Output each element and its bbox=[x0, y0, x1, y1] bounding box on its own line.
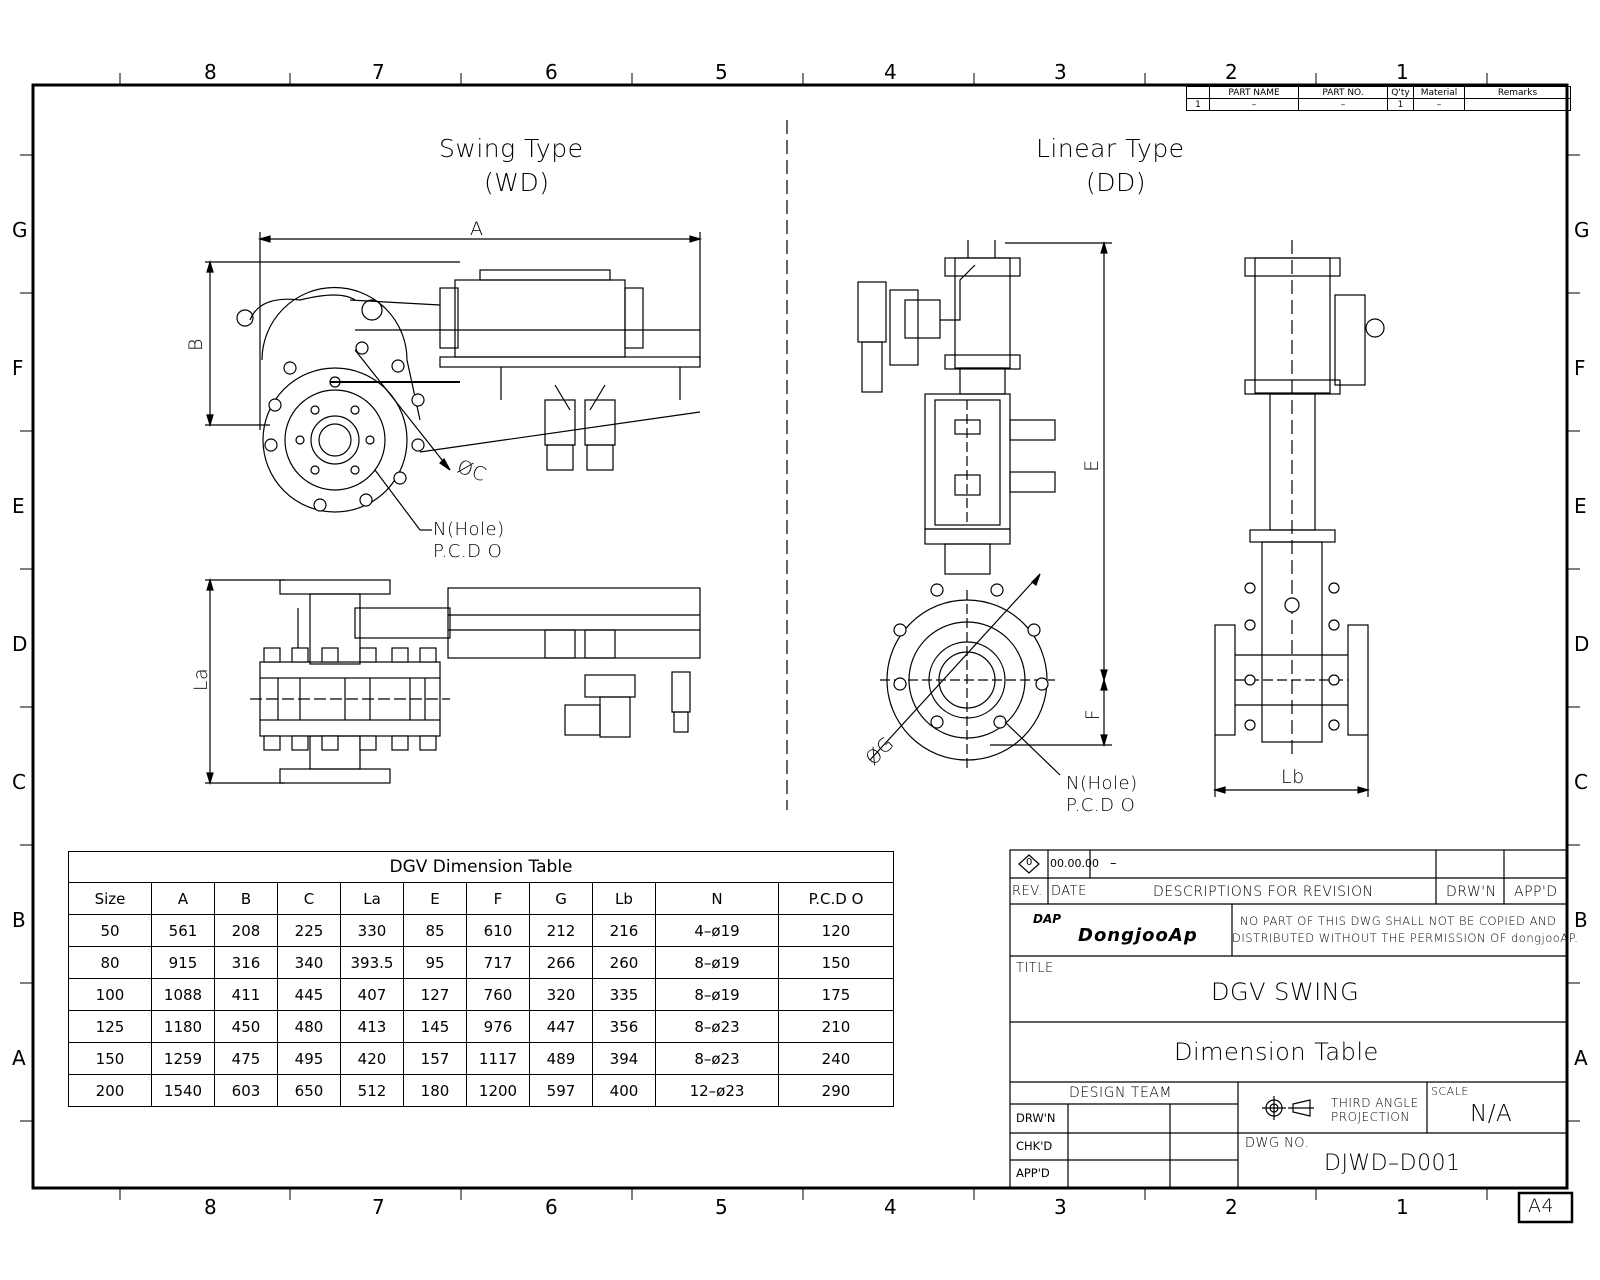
zone-col-top: 8 bbox=[204, 60, 217, 84]
zone-row-right: A bbox=[1574, 1046, 1588, 1070]
table-row bbox=[69, 1075, 894, 1107]
table-cell: 150 bbox=[779, 947, 894, 979]
column-header: La bbox=[341, 883, 404, 915]
zone-row-right: F bbox=[1574, 356, 1586, 380]
table-cell: 157 bbox=[404, 1043, 467, 1075]
parts-cell: – bbox=[1210, 99, 1299, 111]
table-cell: 212 bbox=[530, 915, 593, 947]
table-cell: 717 bbox=[467, 947, 530, 979]
table-cell: 413 bbox=[341, 1011, 404, 1043]
table-cell: 8–ø19 bbox=[656, 979, 779, 1011]
table-cell: 603 bbox=[215, 1075, 278, 1107]
swing-type-subtitle: (WD) bbox=[484, 168, 550, 197]
zone-col-top: 7 bbox=[372, 60, 385, 84]
table-cell: 340 bbox=[278, 947, 341, 979]
checked-label: CHK'D bbox=[1016, 1139, 1053, 1153]
dimension-table-title: DGV Dimension Table bbox=[68, 851, 894, 882]
table-cell: 12–ø23 bbox=[656, 1075, 779, 1107]
zone-row-left: B bbox=[12, 908, 26, 932]
column-header: Lb bbox=[593, 883, 656, 915]
zone-row-right: B bbox=[1574, 908, 1588, 932]
drawing-subtitle: Dimension Table bbox=[1174, 1038, 1379, 1066]
table-row bbox=[69, 947, 894, 979]
zone-col-bottom: 4 bbox=[884, 1195, 897, 1219]
swing-type-title: Swing Type bbox=[439, 134, 584, 163]
table-cell: 597 bbox=[530, 1075, 593, 1107]
dimension-table-header bbox=[69, 883, 894, 915]
dim-label-g: ØG bbox=[861, 732, 899, 770]
linear-type-subtitle: (DD) bbox=[1086, 168, 1147, 197]
dimension-table bbox=[68, 851, 894, 1107]
swing-n-hole-label: N(Hole) bbox=[433, 519, 505, 540]
approved-header: APP'D bbox=[1514, 884, 1558, 900]
table-cell: 320 bbox=[530, 979, 593, 1011]
parts-header-row bbox=[1187, 87, 1571, 99]
table-cell: 1117 bbox=[467, 1043, 530, 1075]
table-cell: 447 bbox=[530, 1011, 593, 1043]
zone-row-left: F bbox=[12, 356, 24, 380]
table-cell: 1088 bbox=[152, 979, 215, 1011]
table-cell: 4–ø19 bbox=[656, 915, 779, 947]
table-cell: 175 bbox=[779, 979, 894, 1011]
table-cell: 290 bbox=[779, 1075, 894, 1107]
table-cell: 450 bbox=[215, 1011, 278, 1043]
table-cell: 915 bbox=[152, 947, 215, 979]
design-team-label: DESIGN TEAM bbox=[1069, 1085, 1172, 1101]
parts-header-cell bbox=[1187, 87, 1210, 99]
table-cell: 216 bbox=[593, 915, 656, 947]
drawn-label: DRW'N bbox=[1016, 1111, 1056, 1125]
table-cell: 335 bbox=[593, 979, 656, 1011]
zone-col-top: 6 bbox=[545, 60, 558, 84]
zone-col-bottom: 5 bbox=[715, 1195, 728, 1219]
column-header: Size bbox=[69, 883, 152, 915]
table-cell: 1200 bbox=[467, 1075, 530, 1107]
parts-header-cell: Material bbox=[1414, 87, 1465, 99]
column-header: B bbox=[215, 883, 278, 915]
table-cell: 1180 bbox=[152, 1011, 215, 1043]
drawing-title: DGV SWING bbox=[1211, 978, 1360, 1006]
dim-label-e: E bbox=[1080, 459, 1103, 472]
swing-side-view bbox=[205, 580, 700, 783]
table-cell: 50 bbox=[69, 915, 152, 947]
table-cell: 120 bbox=[779, 915, 894, 947]
drawing-number: DJWD–D001 bbox=[1324, 1151, 1461, 1176]
column-header: P.C.D O bbox=[779, 883, 894, 915]
table-cell: 330 bbox=[341, 915, 404, 947]
scale-label: SCALE bbox=[1431, 1085, 1469, 1098]
table-row bbox=[69, 915, 894, 947]
dim-label-la: La bbox=[190, 667, 213, 692]
column-header: C bbox=[278, 883, 341, 915]
column-header: G bbox=[530, 883, 593, 915]
table-cell: 1540 bbox=[152, 1075, 215, 1107]
table-cell: 8–ø23 bbox=[656, 1043, 779, 1075]
dim-label-b: B bbox=[184, 338, 207, 351]
column-header: A bbox=[152, 883, 215, 915]
company-logo-mark-text: DAP bbox=[1033, 912, 1062, 926]
table-cell: 394 bbox=[593, 1043, 656, 1075]
zone-col-top: 1 bbox=[1396, 60, 1409, 84]
table-cell: 266 bbox=[530, 947, 593, 979]
date-header: DATE bbox=[1051, 884, 1087, 899]
table-cell: 561 bbox=[152, 915, 215, 947]
parts-header-cell: PART NAME bbox=[1210, 87, 1299, 99]
parts-cell bbox=[1465, 99, 1571, 111]
copyright-notice-line2: DISTRIBUTED WITHOUT THE PERMISSION OF dongjooAP. bbox=[1232, 931, 1579, 945]
table-cell: 475 bbox=[215, 1043, 278, 1075]
table-cell: 420 bbox=[341, 1043, 404, 1075]
linear-n-hole-label: N(Hole) bbox=[1066, 773, 1138, 794]
table-cell: 411 bbox=[215, 979, 278, 1011]
table-cell: 225 bbox=[278, 915, 341, 947]
descriptions-header: DESCRIPTIONS FOR REVISION bbox=[1153, 884, 1374, 900]
table-cell: 650 bbox=[278, 1075, 341, 1107]
zone-row-left: E bbox=[12, 494, 25, 518]
table-row bbox=[69, 1011, 894, 1043]
parts-cell: 1 bbox=[1187, 99, 1210, 111]
table-cell: 356 bbox=[593, 1011, 656, 1043]
zone-col-top: 4 bbox=[884, 60, 897, 84]
parts-cell: – bbox=[1299, 99, 1388, 111]
zone-col-top: 5 bbox=[715, 60, 728, 84]
revision-date: 00.00.00 bbox=[1050, 857, 1099, 870]
swing-top-view bbox=[205, 232, 700, 530]
parts-cell: – bbox=[1414, 99, 1465, 111]
table-cell: 489 bbox=[530, 1043, 593, 1075]
table-cell: 208 bbox=[215, 915, 278, 947]
table-cell: 145 bbox=[404, 1011, 467, 1043]
dim-label-a: A bbox=[470, 218, 484, 240]
table-cell: 80 bbox=[69, 947, 152, 979]
sheet-size: A4 bbox=[1528, 1195, 1555, 1217]
approved-label: APP'D bbox=[1016, 1166, 1050, 1180]
parts-cell: 1 bbox=[1388, 99, 1414, 111]
table-cell: 180 bbox=[404, 1075, 467, 1107]
table-cell: 200 bbox=[69, 1075, 152, 1107]
parts-list-table bbox=[1186, 86, 1571, 111]
zone-col-bottom: 8 bbox=[204, 1195, 217, 1219]
table-cell: 127 bbox=[404, 979, 467, 1011]
table-cell: 760 bbox=[467, 979, 530, 1011]
table-cell: 480 bbox=[278, 1011, 341, 1043]
zone-row-left: A bbox=[12, 1046, 26, 1070]
projection-line2: PROJECTION bbox=[1331, 1110, 1410, 1124]
table-cell: 316 bbox=[215, 947, 278, 979]
swing-pcd-label: P.C.D O bbox=[433, 541, 503, 562]
revision-symbol: 0 bbox=[1026, 857, 1033, 868]
zone-row-right: D bbox=[1574, 632, 1590, 656]
zone-row-right: C bbox=[1574, 770, 1588, 794]
zone-col-bottom: 1 bbox=[1396, 1195, 1409, 1219]
zone-col-bottom: 7 bbox=[372, 1195, 385, 1219]
column-header: E bbox=[404, 883, 467, 915]
table-cell: 495 bbox=[278, 1043, 341, 1075]
table-cell: 610 bbox=[467, 915, 530, 947]
table-cell: 976 bbox=[467, 1011, 530, 1043]
copyright-notice-line1: NO PART OF THIS DWG SHALL NOT BE COPIED AND bbox=[1240, 914, 1557, 928]
table-cell: 1259 bbox=[152, 1043, 215, 1075]
table-cell: 210 bbox=[779, 1011, 894, 1043]
projection-line1: THIRD ANGLE bbox=[1331, 1096, 1419, 1110]
dim-label-c: ØC bbox=[454, 455, 490, 487]
zone-col-bottom: 3 bbox=[1054, 1195, 1067, 1219]
table-cell: 125 bbox=[69, 1011, 152, 1043]
drawn-header: DRW'N bbox=[1446, 884, 1497, 900]
zone-row-left: G bbox=[12, 218, 28, 242]
table-row bbox=[69, 979, 894, 1011]
table-cell: 240 bbox=[779, 1043, 894, 1075]
parts-row bbox=[1187, 99, 1571, 111]
table-cell: 150 bbox=[69, 1043, 152, 1075]
parts-header-cell: PART NO. bbox=[1299, 87, 1388, 99]
column-header: N bbox=[656, 883, 779, 915]
company-logo-mark bbox=[1033, 913, 1061, 935]
dim-label-f: F bbox=[1082, 708, 1105, 721]
linear-side-view bbox=[1215, 240, 1384, 797]
linear-front-view bbox=[858, 240, 1112, 775]
column-header: F bbox=[467, 883, 530, 915]
table-cell: 8–ø23 bbox=[656, 1011, 779, 1043]
zone-col-top: 2 bbox=[1225, 60, 1238, 84]
linear-type-title: Linear Type bbox=[1036, 134, 1185, 163]
parts-header-cell: Q'ty bbox=[1388, 87, 1414, 99]
table-cell: 85 bbox=[404, 915, 467, 947]
zone-col-bottom: 2 bbox=[1225, 1195, 1238, 1219]
revision-desc: – bbox=[1110, 856, 1117, 871]
projection-symbol bbox=[1262, 1096, 1314, 1120]
zone-row-right: G bbox=[1574, 218, 1590, 242]
zone-col-bottom: 6 bbox=[545, 1195, 558, 1219]
zone-col-top: 3 bbox=[1054, 60, 1067, 84]
table-cell: 400 bbox=[593, 1075, 656, 1107]
table-row bbox=[69, 1043, 894, 1075]
table-cell: 445 bbox=[278, 979, 341, 1011]
zone-row-left: D bbox=[12, 632, 28, 656]
linear-pcd-label: P.C.D O bbox=[1066, 795, 1136, 816]
rev-header: REV. bbox=[1012, 884, 1043, 899]
dwg-no-label: DWG NO. bbox=[1245, 1136, 1310, 1151]
company-logo: DongjooAp bbox=[1078, 925, 1198, 946]
dim-label-lb: Lb bbox=[1281, 766, 1305, 788]
table-cell: 393.5 bbox=[341, 947, 404, 979]
scale-value: N/A bbox=[1470, 1101, 1513, 1127]
parts-header-cell: Remarks bbox=[1465, 87, 1571, 99]
table-cell: 100 bbox=[69, 979, 152, 1011]
zone-row-right: E bbox=[1574, 494, 1587, 518]
table-cell: 407 bbox=[341, 979, 404, 1011]
table-cell: 512 bbox=[341, 1075, 404, 1107]
zone-row-left: C bbox=[12, 770, 26, 794]
table-cell: 8–ø19 bbox=[656, 947, 779, 979]
title-label: TITLE bbox=[1016, 961, 1054, 976]
table-cell: 95 bbox=[404, 947, 467, 979]
table-cell: 260 bbox=[593, 947, 656, 979]
